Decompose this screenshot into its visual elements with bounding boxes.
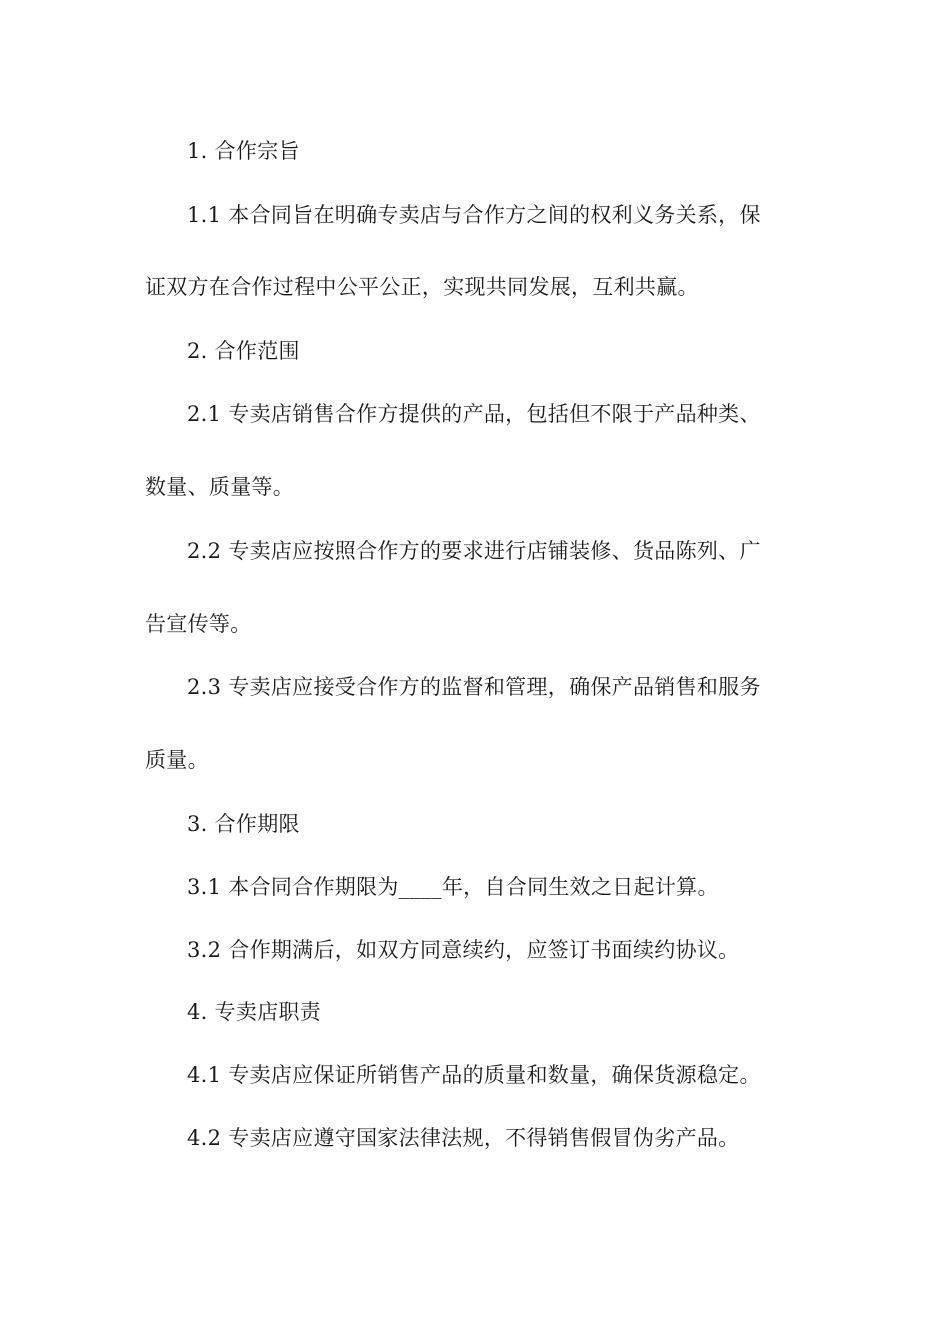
section-heading: 2. 合作范围 <box>187 339 300 363</box>
clause-text-continued: 数量、质量等。 <box>145 475 295 499</box>
clause-text: 4.2 专卖店应遵守国家法律法规，不得销售假冒伪劣产品。 <box>187 1126 740 1150</box>
clause-text: 2.1 专卖店销售合作方提供的产品，包括但不限于产品种类、 <box>187 402 761 426</box>
clause-text-continued: 证双方在合作过程中公平公正，实现共同发展，互利共赢。 <box>145 275 699 299</box>
clause-text: 2.2 专卖店应按照合作方的要求进行店铺装修、货品陈列、广 <box>187 539 761 563</box>
section-heading: 1. 合作宗旨 <box>187 139 300 163</box>
clause-text: 2.3 专卖店应接受合作方的监督和管理，确保产品销售和服务 <box>187 675 761 699</box>
clause-text-continued: 质量。 <box>145 748 209 772</box>
clause-text: 4.1 专卖店应保证所销售产品的质量和数量，确保货源稳定。 <box>187 1063 761 1087</box>
section-heading: 3. 合作期限 <box>187 812 300 836</box>
section-heading: 4. 专卖店职责 <box>187 1000 322 1024</box>
clause-text: 3.2 合作期满后，如双方同意续约，应签订书面续约协议。 <box>187 938 740 962</box>
clause-text: 3.1 本合同合作期限为____年，自合同生效之日起计算。 <box>187 875 719 899</box>
clause-text: 1.1 本合同旨在明确专卖店与合作方之间的权利义务关系，保 <box>187 203 761 227</box>
clause-text-continued: 告宣传等。 <box>145 612 252 636</box>
